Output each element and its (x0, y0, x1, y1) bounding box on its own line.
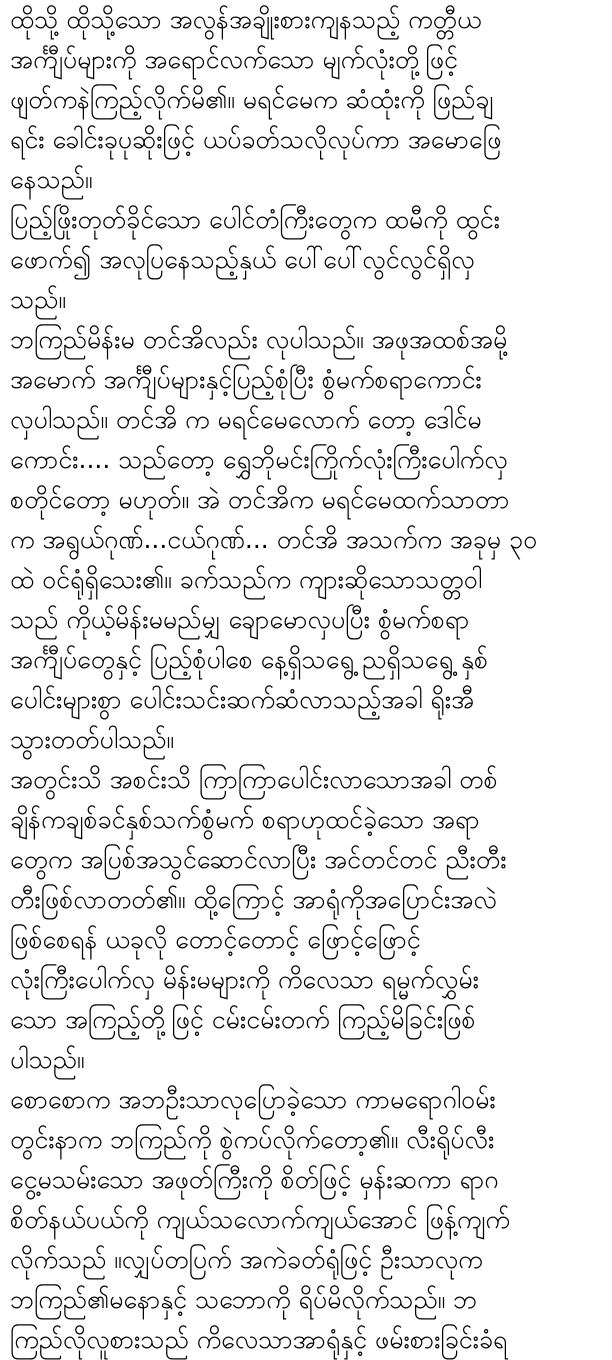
text-line: ကြည်လိုလူစားသည် ကိလေသာအာရုံနှင့် ဖမ်းစားခြင်းခံရ (10, 1325, 508, 1354)
text-line: သည် ကိုယ့်မိန်းမမည်မျှ ချောမောလှပပြီး စွံမက်စရာ (10, 605, 470, 634)
text-line: လိုက်သည် ။လျှပ်တပြက် အကဲခတ်ရုံဖြင့် ဦးသာလုက (10, 1245, 483, 1274)
text-line: နေသည်။ (10, 165, 93, 194)
text-line: တွေက အပြစ်အသွင်ဆောင်လာပြီး အင်တင်တင် ညီးတီး (10, 845, 507, 874)
text-line: ငွေ့မသမ်းသော အဖုတ်ကြီးကို စိတ်ဖြင့် မှန်းဆကာ ရာဂ (10, 1165, 499, 1194)
text-line: ထိုသို့ ထိုသို့သော အလွန်အချိုးစားကျနသည့် ကတ္တီယ (10, 5, 482, 34)
paragraph-1 (10, 0, 604, 200)
text-line: လှပါသည်။ တင်အိ က မရင်မေလောက် တော့ ဒေါင်မ (10, 405, 482, 434)
text-line: တီးဖြစ်လာတတ်၏။ ထို့ကြောင့် အာရုံကိုအပြောင်းအလဲ (10, 885, 497, 914)
text-line: ဖျတ်ကနဲကြည့်လိုက်မိ၏။ မရင်မေက ဆံထုံးကို ဖြည်ချ (10, 85, 494, 114)
text-line: စိတ်နယ်ပယ်ကို ကျယ်သလောက်ကျယ်အောင် ဖြန့်ကျက် (10, 1205, 510, 1234)
text-line: အတွင်းသိ အစင်းသိ ကြာကြာပေါင်းလာသောအခါ တစ် (10, 765, 498, 794)
text-line: ပြည့်ဖြိုးတုတ်ခိုင်သော ပေါင်တံကြီးတွေက ထမီကို ထွင်း (10, 205, 501, 234)
text-line: ကောင်း.... သည်တော့ ရွှေဘိုမင်းကြိုက်လုံးကြီးပေါက်လှ (10, 445, 508, 474)
text-line: သွားတတ်ပါသည်။ (10, 725, 174, 754)
text-line: သည်။ (10, 285, 66, 314)
paragraph-2 (10, 200, 604, 320)
text-line: ဖြစ်စေရန် ယခုလို တောင့်တောင့် ဖြောင့်ဖြောင့် (10, 925, 421, 954)
paragraph-4 (10, 760, 604, 1080)
text-line: ဘကြည်မိန်းမ တင်အိလည်း လုပါသည်။ အဖုအထစ်အမို့ (10, 325, 508, 354)
text-line: အင်္ကျီပ်တွေနှင့် ပြည့်စုံပါစေ နေ့ရှိသရွေ့ ညရှိသရွေ့ နှစ် (10, 645, 489, 674)
text-line: အင်္ကျီပ်များကို အရောင်လက်သော မျက်လုံးတို့ဖြင့် (10, 45, 458, 74)
text-line: သော အကြည့်တို့ဖြင့် ငမ်းငမ်းတက် ကြည့်မိခြင်းဖြစ် (10, 1005, 476, 1034)
text-line: အမောက် အင်္ကျီပ်များနှင့်ပြည့်စုံပြီး စွံမက်စရာကောင်း (10, 365, 482, 394)
text-line: ချိန်ကချစ်ခင်နှစ်သက်စွံမက် စရာဟုထင်ခဲ့သော အရာ (10, 805, 480, 834)
text-line: ဖောက်၍ အလုပြနေသည့်နှယ် ပေါ်ပေါ်လွင်လွင်ရှိလှ (10, 245, 475, 274)
text-line: ထဲ ဝင်ရုံရှိသေး၏။ ခက်သည်က ကျားဆိုသောသတ္တဝါ (10, 565, 483, 594)
text-line: ပါသည်။ (10, 1045, 85, 1074)
text-line: စောစောက အဘဦးသာလုပြောခဲ့သော ကာမရောဂါဝမ်း (10, 1085, 496, 1114)
text-line: တွင်းနာက ဘကြည်ကို စွဲကပ်လိုက်တော့၏။ လီးရိုပ်လီး (10, 1125, 495, 1154)
text-line: က အရွယ်ဂုဏ်...ငယ်ဂုဏ်... တင်အိ အသက်က အခုမှ ၃၀ (10, 525, 538, 554)
text-line: ပေါင်းများစွာ ပေါင်းသင်းဆက်ဆံလာသည့်အခါ ရိုးအီ (10, 685, 475, 714)
text-line: စတိုင်တော့ မဟုတ်။ အဲ တင်အိက မရင်မေထက်သာတာ (10, 485, 510, 514)
paragraph-3 (10, 320, 604, 760)
text-line: လုံးကြီးပေါက်လှ မိန်းမများကို ကိလေသာ ရမ္မက်လွှမ်း (10, 965, 479, 994)
text-line: ရင်း ခေါင်းခုပုဆိုးဖြင့် ယပ်ခတ်သလိုလုပ်ကာ အမောဖြေ (10, 125, 502, 154)
paragraph-5 (10, 1080, 604, 1360)
text-line: ဘကြည်၏မနောနှင့် သဘောကို ရိပ်မိလိုက်သည်။ ဘ (10, 1285, 478, 1314)
